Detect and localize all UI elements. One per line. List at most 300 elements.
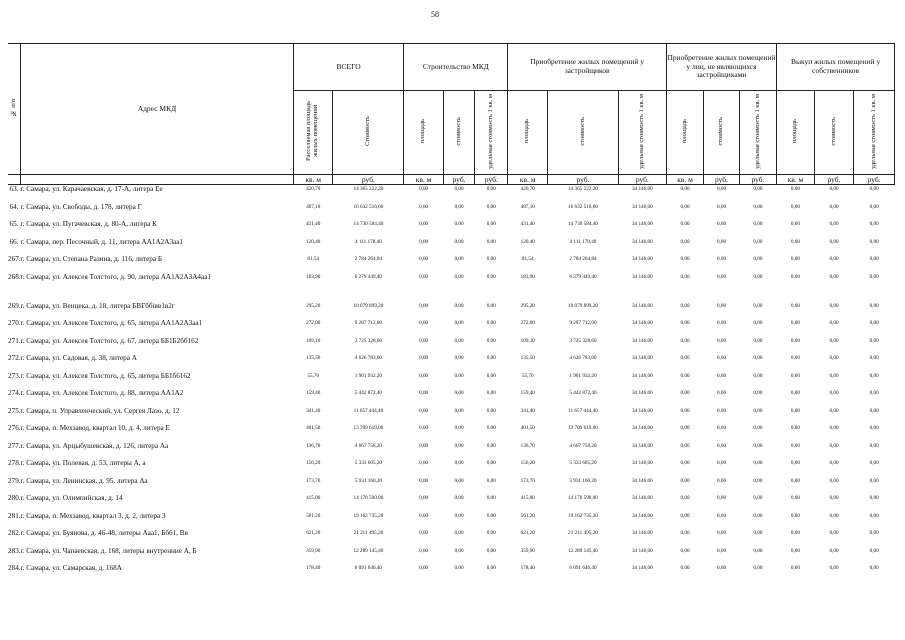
row-developer-unit-cost: 34 146,00 [631, 460, 653, 466]
row-construction-area: 0,00 [419, 547, 429, 554]
row-construction-cost: 0,00 [454, 355, 464, 361]
row-buyout-cost: 0,00 [829, 221, 839, 227]
row-other-area: 0,00 [680, 238, 690, 245]
row-construction-cost: 0,00 [454, 273, 464, 280]
row-construction-area: 0,00 [419, 221, 429, 227]
row-number: 66. [9, 237, 19, 246]
row-developer-unit-cost: 34 146,00 [631, 425, 653, 431]
row-construction-unit-cost: 0,00 [486, 460, 496, 466]
row-buyout-unit-cost: 0,00 [869, 530, 879, 536]
table-row [8, 238, 895, 256]
row-number: 267. [8, 255, 21, 263]
row-developer-unit-cost: 34 146,00 [631, 355, 653, 361]
row-developer-cost: 4 667 758,20 [569, 442, 597, 449]
row-address: г. Самара, ул. Алексея Толстого, д. 65, литера АА1А2А3аа1 [20, 319, 203, 327]
row-construction-unit-cost: 0,00 [486, 203, 496, 210]
row-developer-area: 81,54 [521, 256, 534, 262]
unit-sq-m: кв. м [404, 175, 444, 185]
row-other-unit-cost: 0,00 [753, 565, 763, 571]
row-buyout-area: 0,00 [790, 460, 800, 466]
row-construction-area: 0,00 [419, 495, 429, 501]
row-number: 283. [8, 546, 21, 555]
row-buyout-area: 0,00 [790, 337, 800, 344]
row-construction-area: 0,00 [419, 460, 429, 466]
row-address: г. Самара, ул. Алексея Толстого, д. 90, литера АА1А2А3А4аа1 [20, 272, 211, 281]
row-other-cost: 0,00 [716, 460, 727, 466]
row-number: 272. [8, 354, 21, 362]
row-developer-area: 420,70 [520, 186, 535, 192]
row-number: 63. [9, 185, 19, 193]
row-developer-unit-cost: 34 146,00 [631, 186, 653, 192]
unit-sq-m: кв. м [777, 175, 815, 185]
row-number: 277. [8, 441, 21, 450]
row-other-unit-cost: 0,00 [753, 273, 763, 280]
row-buyout-area: 0,00 [790, 203, 800, 210]
row-total-area: 561,20 [306, 512, 321, 519]
row-developer-unit-cost: 34 146,00 [631, 547, 653, 554]
row-buyout-unit-cost: 0,00 [869, 355, 879, 361]
row-developer-area: 272,00 [520, 320, 535, 326]
row-developer-cost: 14 170 590,00 [568, 495, 598, 501]
row-construction-unit-cost: 0,00 [486, 372, 496, 379]
row-buyout-unit-cost: 0,00 [869, 477, 879, 484]
row-construction-cost: 0,00 [454, 372, 464, 379]
subheader-cost: стоимость [814, 91, 854, 175]
row-total-cost: 2 784 264,84 [354, 256, 383, 262]
row-buyout-area: 0,00 [790, 390, 800, 396]
row-other-area: 0,00 [680, 355, 690, 361]
row-other-area: 0,00 [680, 320, 690, 326]
row-other-area: 0,00 [680, 565, 690, 571]
row-construction-unit-cost: 0,00 [486, 425, 496, 431]
row-buyout-unit-cost: 0,00 [869, 238, 879, 245]
group-header-construction: Строительство МКД [404, 44, 508, 91]
row-developer-cost: 12 289 145,40 [568, 547, 598, 554]
row-construction-unit-cost: 0,00 [486, 238, 496, 245]
row-construction-area: 0,00 [419, 425, 429, 431]
row-other-unit-cost: 0,00 [753, 390, 763, 396]
row-construction-unit-cost: 0,00 [486, 355, 496, 361]
row-total-cost: 6 091 646,40 [354, 565, 383, 571]
row-total-area: 81,54 [307, 256, 320, 262]
row-construction-unit-cost: 0,00 [486, 407, 496, 414]
row-developer-area: 431,40 [520, 221, 535, 227]
subheader-area: площадь [404, 91, 444, 175]
row-total-cost: 4 111 178,40 [354, 238, 382, 245]
row-buyout-area: 0,00 [790, 221, 800, 227]
row-developer-unit-cost: 34 146,00 [631, 238, 653, 245]
table-row [8, 512, 895, 530]
row-developer-area: 156,20 [520, 460, 535, 466]
row-buyout-unit-cost: 0,00 [869, 407, 879, 414]
row-other-unit-cost: 0,00 [753, 238, 763, 245]
row-other-cost: 0,00 [716, 337, 727, 344]
units-blank [21, 175, 294, 185]
row-address: г. Самара, ул. Карачаевская, д. 17-А, литера Ее [20, 185, 163, 193]
row-buyout-area: 0,00 [790, 512, 800, 519]
row-construction-area: 0,00 [419, 442, 429, 449]
row-total-area: 120,40 [306, 238, 321, 245]
row-buyout-cost: 0,00 [829, 203, 839, 210]
row-address: г. Самара, ул. Алексея Толстого, д. 65, литера ББ1б6162 [20, 371, 191, 380]
row-construction-area: 0,00 [419, 302, 429, 309]
row-developer-cost: 3 725 328,60 [569, 337, 597, 344]
row-buyout-area: 0,00 [790, 320, 800, 326]
row-number: 269. [8, 301, 21, 310]
row-other-unit-cost: 0,00 [753, 320, 763, 326]
row-developer-unit-cost: 34 146,00 [631, 407, 653, 414]
row-total-cost: 11 657 444,40 [353, 407, 384, 414]
row-buyout-unit-cost: 0,00 [869, 221, 879, 227]
col-header-num: № п/п [8, 44, 21, 175]
row-total-cost: 5 931 160,20 [354, 477, 383, 484]
row-construction-cost: 0,00 [454, 425, 464, 431]
row-other-cost: 0,00 [716, 238, 727, 245]
subheader-cost: стоимость [443, 91, 474, 175]
row-other-area: 0,00 [680, 547, 690, 554]
table-row [8, 273, 895, 302]
unit-sq-m: кв. м [508, 175, 548, 185]
row-other-cost: 0,00 [716, 355, 727, 361]
row-other-cost: 0,00 [716, 320, 727, 326]
row-developer-area: 295,20 [520, 302, 535, 309]
subheader-unit-cost: удельная стоимость 1 кв. м [854, 91, 895, 175]
row-construction-cost: 0,00 [454, 512, 464, 519]
row-other-area: 0,00 [680, 477, 690, 484]
row-buyout-unit-cost: 0,00 [869, 425, 879, 431]
row-buyout-area: 0,00 [790, 256, 800, 262]
row-buyout-unit-cost: 0,00 [869, 460, 879, 466]
row-number: 284. [8, 564, 21, 572]
row-total-area: 415,00 [306, 495, 321, 501]
row-total-area: 136,70 [306, 442, 321, 449]
row-address: г. Самара, п. Мехзавод, квартал 3, д. 2, литера З [20, 511, 166, 520]
row-developer-area: 120,40 [520, 238, 535, 245]
row-total-cost: 14 730 584,40 [353, 221, 384, 227]
row-developer-area: 173,70 [520, 477, 535, 484]
subheader-area-resettled: Расселяемая площадь жилых помещений [293, 91, 333, 175]
row-total-area: 621,20 [306, 530, 321, 536]
row-buyout-cost: 0,00 [829, 495, 839, 501]
row-total-cost: 14 170 590,00 [353, 495, 384, 501]
row-other-area: 0,00 [680, 460, 690, 466]
row-buyout-cost: 0,00 [829, 355, 839, 361]
row-construction-unit-cost: 0,00 [486, 221, 496, 227]
row-total-cost: 13 709 619,00 [353, 425, 384, 431]
row-other-area: 0,00 [680, 273, 690, 280]
row-total-area: 178,40 [306, 565, 321, 571]
row-total-area: 272,00 [306, 320, 321, 326]
row-buyout-cost: 0,00 [829, 320, 839, 326]
row-other-cost: 0,00 [716, 512, 727, 519]
row-developer-unit-cost: 34 146,00 [631, 512, 653, 519]
row-construction-area: 0,00 [419, 256, 429, 262]
units-blank [8, 175, 21, 185]
row-construction-area: 0,00 [419, 203, 429, 210]
row-address: г. Самара, ул. Самарская, д. 168А [20, 564, 122, 572]
row-buyout-area: 0,00 [790, 372, 800, 379]
row-total-area: 135,50 [306, 355, 321, 361]
row-developer-cost: 11 657 444,40 [568, 407, 598, 414]
row-other-unit-cost: 0,00 [753, 355, 763, 361]
row-construction-cost: 0,00 [454, 477, 464, 484]
row-construction-area: 0,00 [419, 273, 429, 280]
row-number: 268. [8, 272, 21, 281]
table-row [8, 255, 895, 273]
table-row [8, 424, 895, 442]
row-buyout-cost: 0,00 [829, 256, 839, 262]
row-developer-area: 109,10 [520, 337, 535, 344]
row-construction-cost: 0,00 [454, 238, 464, 245]
row-buyout-area: 0,00 [790, 302, 800, 309]
group-header-buyout: Выкуп жилых помещений у собственников [777, 44, 895, 91]
row-address: г. Самара, ул. Буянова, д. 46-48, литеры Ааа1, Бб61, Вв [20, 529, 188, 537]
row-total-cost: 1 901 932,20 [354, 372, 383, 379]
row-buyout-unit-cost: 0,00 [869, 390, 879, 396]
row-developer-unit-cost: 34 146,00 [631, 442, 653, 449]
table-row [8, 442, 895, 460]
row-developer-cost: 19 162 735,20 [568, 512, 598, 519]
subheader-area: площадь [777, 91, 815, 175]
row-construction-area: 0,00 [419, 407, 429, 414]
row-total-cost: 21 211 495,20 [353, 530, 384, 536]
row-total-area: 156,20 [306, 460, 321, 466]
row-developer-unit-cost: 34 146,00 [631, 495, 653, 501]
row-other-unit-cost: 0,00 [753, 477, 763, 484]
row-developer-area: 183,90 [520, 273, 535, 280]
row-developer-cost: 5 333 605,20 [569, 460, 597, 466]
row-developer-cost: 10 079 899,20 [568, 302, 598, 309]
row-number: 281. [8, 511, 21, 520]
group-header-acq-others: Приобретение жилых помещений у лиц, не являющихся застройщиками [666, 44, 776, 91]
row-developer-unit-cost: 34 146,00 [631, 390, 653, 396]
row-construction-unit-cost: 0,00 [486, 273, 496, 280]
row-other-unit-cost: 0,00 [753, 186, 763, 192]
row-other-unit-cost: 0,00 [753, 337, 763, 344]
table-row [8, 185, 895, 203]
row-other-cost: 0,00 [716, 530, 727, 536]
row-total-area: 109,10 [306, 337, 321, 344]
row-address: г. Самара, ул. Пугачевская, д. 80-А, литера К [20, 220, 157, 228]
row-developer-unit-cost: 34 146,00 [631, 273, 653, 280]
unit-rub: руб. [814, 175, 854, 185]
subheader-unit-cost: удельная стоимость 1 кв. м [475, 91, 508, 175]
row-other-area: 0,00 [680, 337, 690, 344]
row-developer-area: 55,70 [521, 372, 534, 379]
row-total-cost: 6 279 449,40 [354, 273, 383, 280]
unit-rub: руб. [704, 175, 739, 185]
row-total-area: 420,70 [306, 186, 321, 192]
row-construction-area: 0,00 [419, 565, 429, 571]
row-construction-unit-cost: 0,00 [486, 390, 496, 396]
group-header-total: ВСЕГО [293, 44, 403, 91]
row-developer-cost: 14 365 222,20 [568, 186, 598, 192]
row-construction-area: 0,00 [419, 530, 429, 536]
row-developer-cost: 2 784 264,84 [569, 256, 597, 262]
row-total-area: 159,40 [306, 390, 321, 396]
row-buyout-unit-cost: 0,00 [869, 442, 879, 449]
row-other-unit-cost: 0,00 [753, 407, 763, 414]
row-other-cost: 0,00 [716, 547, 727, 554]
row-buyout-unit-cost: 0,00 [869, 203, 879, 210]
row-buyout-cost: 0,00 [829, 477, 839, 484]
row-address: г. Самара, ул. Венцека, д. 18, литера БВГббiвв1в2г [20, 301, 175, 310]
row-developer-cost: 6 279 449,40 [569, 273, 597, 280]
row-buyout-unit-cost: 0,00 [869, 565, 879, 571]
row-buyout-area: 0,00 [790, 495, 800, 501]
row-construction-unit-cost: 0,00 [486, 512, 496, 519]
row-other-unit-cost: 0,00 [753, 495, 763, 501]
row-total-cost: 12 289 145,40 [353, 547, 384, 554]
row-address: г. Самара, ул. Алексея Толстого, д. 88, литера АА1А2 [20, 389, 184, 397]
table-row [8, 389, 895, 407]
row-number: 64. [9, 202, 19, 211]
row-buyout-area: 0,00 [790, 530, 800, 536]
table-row [8, 459, 895, 477]
row-construction-unit-cost: 0,00 [486, 477, 496, 484]
row-other-area: 0,00 [680, 203, 690, 210]
row-other-unit-cost: 0,00 [753, 547, 763, 554]
row-buyout-area: 0,00 [790, 355, 800, 361]
row-number: 270. [8, 319, 21, 327]
row-buyout-unit-cost: 0,00 [869, 256, 879, 262]
row-construction-cost: 0,00 [454, 390, 464, 396]
row-buyout-cost: 0,00 [829, 530, 839, 536]
row-construction-cost: 0,00 [454, 221, 464, 227]
row-developer-unit-cost: 34 146,00 [631, 302, 653, 309]
row-construction-area: 0,00 [419, 337, 429, 344]
row-other-cost: 0,00 [716, 407, 727, 414]
unit-sq-m: кв. м [293, 175, 333, 185]
row-buyout-area: 0,00 [790, 273, 800, 280]
row-total-cost: 3 725 328,60 [354, 337, 383, 344]
unit-rub: руб. [333, 175, 404, 185]
table-row [8, 203, 895, 221]
row-construction-area: 0,00 [419, 186, 429, 192]
row-other-cost: 0,00 [716, 495, 727, 501]
row-number: 278. [8, 459, 21, 467]
subheader-unit-cost: удельная стоимость 1 кв. м [618, 91, 666, 175]
row-total-area: 487,10 [306, 203, 321, 210]
row-other-cost: 0,00 [716, 425, 727, 431]
subheader-area: площадь [666, 91, 704, 175]
table-row [8, 407, 895, 425]
row-total-area: 359,90 [306, 547, 321, 554]
row-construction-cost: 0,00 [454, 442, 464, 449]
table-row [8, 494, 895, 512]
row-buyout-unit-cost: 0,00 [869, 547, 879, 554]
row-number: 279. [8, 476, 21, 485]
row-developer-cost: 14 730 584,40 [568, 221, 598, 227]
row-buyout-cost: 0,00 [829, 372, 839, 379]
row-construction-cost: 0,00 [454, 320, 464, 326]
row-total-cost: 19 162 735,20 [353, 512, 384, 519]
col-header-address: Адрес МКД [21, 44, 294, 175]
subheader-area: площадь [508, 91, 548, 175]
row-other-unit-cost: 0,00 [753, 460, 763, 466]
row-buyout-unit-cost: 0,00 [869, 372, 879, 379]
row-buyout-cost: 0,00 [829, 442, 839, 449]
row-developer-area: 621,20 [520, 530, 535, 536]
row-construction-cost: 0,00 [454, 547, 464, 554]
row-construction-cost: 0,00 [454, 302, 464, 309]
row-developer-cost: 13 709 619,00 [568, 425, 598, 431]
row-number: 65. [9, 220, 19, 228]
row-other-area: 0,00 [680, 407, 690, 414]
row-number: 271. [8, 336, 21, 345]
row-developer-unit-cost: 34 146,00 [631, 477, 653, 484]
row-developer-cost: 1 901 932,20 [569, 372, 597, 379]
row-total-area: 173,70 [306, 477, 321, 484]
row-address: г. Самара, ул. Степана Разина, д. 116, литера Б [20, 255, 162, 263]
row-other-area: 0,00 [680, 186, 690, 192]
row-other-unit-cost: 0,00 [753, 302, 763, 309]
row-buyout-cost: 0,00 [829, 302, 839, 309]
row-construction-cost: 0,00 [454, 256, 464, 262]
group-header-acq-developers: Приобретение жилых помещений у застройщиков [508, 44, 666, 91]
row-total-cost: 9 287 712,00 [354, 320, 383, 326]
row-total-cost: 10 079 899,20 [353, 302, 384, 309]
row-buyout-cost: 0,00 [829, 186, 839, 192]
row-developer-area: 341,40 [520, 407, 535, 414]
row-total-area: 295,20 [306, 302, 321, 309]
row-other-unit-cost: 0,00 [753, 442, 763, 449]
row-developer-area: 561,20 [520, 512, 535, 519]
row-total-area: 431,40 [306, 221, 321, 227]
table-row [8, 372, 895, 390]
row-other-cost: 0,00 [716, 273, 727, 280]
row-other-area: 0,00 [680, 425, 690, 431]
row-construction-unit-cost: 0,00 [486, 442, 496, 449]
row-buyout-cost: 0,00 [829, 337, 839, 344]
row-other-unit-cost: 0,00 [753, 256, 763, 262]
row-construction-unit-cost: 0,00 [486, 186, 496, 192]
row-buyout-area: 0,00 [790, 186, 800, 192]
unit-sq-m: кв. м [666, 175, 704, 185]
row-other-area: 0,00 [680, 256, 690, 262]
row-construction-cost: 0,00 [454, 203, 464, 210]
subheader-unit-cost: удельная стоимость 1 кв. м [739, 91, 777, 175]
row-number: 273. [8, 371, 21, 380]
subheader-cost: стоимость [548, 91, 619, 175]
row-total-cost: 5 333 605,20 [354, 460, 383, 466]
row-number: 275. [8, 406, 21, 415]
row-buyout-unit-cost: 0,00 [869, 302, 879, 309]
row-total-area: 341,40 [306, 407, 321, 414]
row-buyout-cost: 0,00 [829, 512, 839, 519]
row-construction-area: 0,00 [419, 238, 429, 245]
unit-rub: руб. [618, 175, 666, 185]
row-other-area: 0,00 [680, 221, 690, 227]
row-buyout-area: 0,00 [790, 477, 800, 484]
row-number: 282. [8, 529, 21, 537]
row-developer-unit-cost: 34 146,00 [631, 221, 653, 227]
row-other-cost: 0,00 [716, 256, 727, 262]
row-other-area: 0,00 [680, 390, 690, 396]
row-construction-cost: 0,00 [454, 495, 464, 501]
row-developer-unit-cost: 34 146,00 [631, 337, 653, 344]
row-buyout-cost: 0,00 [829, 407, 839, 414]
table-row [8, 564, 895, 582]
row-other-unit-cost: 0,00 [753, 203, 763, 210]
table-row [8, 529, 895, 547]
row-other-area: 0,00 [680, 495, 690, 501]
row-developer-area: 135,50 [520, 355, 535, 361]
row-construction-area: 0,00 [419, 372, 429, 379]
row-total-area: 401,50 [306, 425, 321, 431]
table-row [8, 547, 895, 565]
row-buyout-cost: 0,00 [829, 238, 839, 245]
